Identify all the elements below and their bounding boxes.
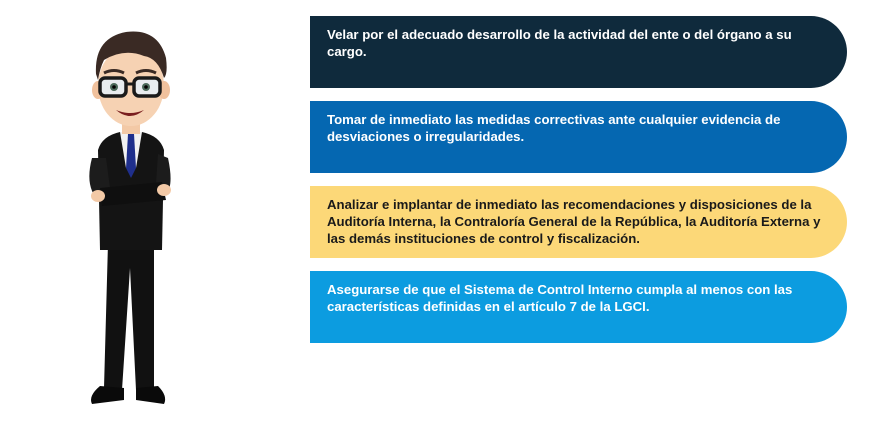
businessman-illustration [70, 18, 190, 418]
responsibility-card-1 [310, 16, 847, 88]
responsibility-card-3 [310, 186, 847, 258]
responsibility-text-3: Analizar e implantar de inmediato las recomendaciones y disposiciones de la Auditoría Interna, la Contraloría General de la República, la Auditoría Externa y las demás instituciones de control y fiscalización. [327, 197, 821, 246]
responsibility-text-1: Velar por el adecuado desarrollo de la actividad del ente o del órgano a su cargo. [327, 27, 792, 59]
responsibility-card-4 [310, 271, 847, 343]
responsibility-text-2: Tomar de inmediato las medidas correctivas ante cualquier evidencia de desviaciones o irregularidades. [327, 112, 781, 144]
responsibility-text-4: Asegurarse de que el Sistema de Control Interno cumpla al menos con las características definidas en el artículo 7 de la LGCI. [327, 282, 793, 314]
responsibility-card-2 [310, 101, 847, 173]
